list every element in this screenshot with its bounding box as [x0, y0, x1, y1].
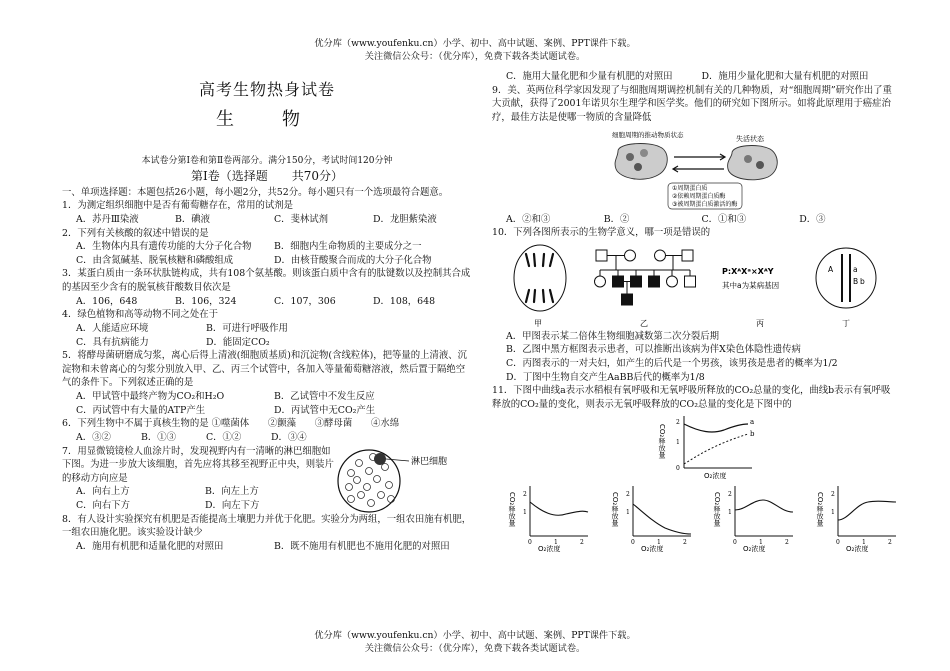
question-11	[492, 384, 897, 551]
answer-charts	[510, 482, 900, 552]
option-b: B．②	[603, 213, 630, 225]
xtick: 1	[656, 538, 661, 546]
option-d: D．丙试管中无CO₂产生	[274, 404, 376, 416]
gene-A: A	[828, 264, 834, 274]
curve-a-label: a	[750, 417, 755, 426]
question-stem: 10．下列各图所表示的生物学意义，哪一项是错误的	[492, 227, 711, 239]
answer-chart-b	[610, 482, 695, 553]
main-ytick-0: 0	[676, 464, 680, 472]
option-b: B．乙图中黑方框图表示患者，可以推断出该病为伴X染色体隐性遗传病	[506, 344, 801, 356]
question-stem: 1．为测定组织细胞中是否有葡萄糖存在，常用的试剂是	[62, 200, 293, 212]
curve-b	[684, 434, 748, 464]
question-9	[492, 84, 897, 227]
option-a: A．施用有机肥和适量化肥的对照田	[76, 540, 224, 552]
question-stem: 2．下列有关核酸的叙述中错误的是	[62, 227, 209, 239]
footer-line-2: 关注微信公众号：（优分库），免费下载各类试题试卷。	[364, 642, 586, 654]
option-a: A．苏丹Ⅲ染液	[76, 213, 139, 225]
option-d: D．向左下方	[205, 500, 260, 512]
xtick: 1	[759, 538, 764, 546]
question-stem: 9．美、英两位科学家因发现了与细胞周期调控机制有关的几种物质，对“细胞周期”研究作出了重大贡献，获得了2001年诺贝尔生理学和医学奖。他们的研究如下图所示。如将此原理用于癌症治疗，最佳方法是使哪一物质的含量降低	[492, 84, 892, 123]
xtick: 0	[528, 538, 532, 546]
option-b: B．①③	[141, 431, 177, 443]
header-line-1: 优分库（www.youfenku.cn）小学、初中、高中试题、案例、PPT课件下载。	[314, 38, 636, 49]
option-b: B．可进行呼吸作用	[206, 322, 288, 334]
question-stem: 8．有人设计实验探究有机肥是否能提高土壤肥力并优于化肥。实验分为两组，一组农田施有机肥，一组农田施化肥。该实验设计缺少	[62, 513, 472, 539]
fig-label-ding: 丁	[842, 318, 850, 328]
left-column	[62, 72, 472, 554]
ytick: 1	[625, 508, 630, 516]
option-d: D．能固定CO₂	[206, 336, 270, 348]
main-ytick-1: 1	[676, 438, 680, 446]
question-6	[62, 417, 472, 444]
xlabel: O₂浓度	[743, 544, 766, 553]
answer-chart-a	[510, 482, 592, 552]
gene-B: B	[853, 276, 859, 286]
ytick: 2	[523, 490, 527, 498]
cell-cycle-figure	[608, 129, 897, 211]
ylabel: CO₂释放量	[815, 491, 824, 526]
question-stem: 3．某蛋白质由一条环状肽链构成，共有108个氨基酸。则该蛋白质中含有的肽键数以及控制其合成的基因至少含有的脱氧核苷酸数目依次是	[62, 268, 471, 294]
footer-line-1: 优分库（www.youfenku.cn）小学、初中、高中试题、案例、PPT课件下载。	[314, 630, 636, 641]
option-b: B．碘液	[175, 213, 211, 225]
options	[62, 295, 472, 309]
question-7	[62, 445, 472, 513]
option-b: B．细胞内生命物质的主要成分之一	[274, 241, 422, 253]
option-a: A．甲图表示某二倍体生物细胞减数第二次分裂后期	[506, 330, 720, 342]
respiration-main-chart	[660, 412, 897, 480]
option-c: C．斐林试剂	[274, 213, 329, 225]
option-d: D．③	[799, 213, 826, 225]
options	[62, 431, 336, 445]
main-ytick-2: 2	[676, 418, 680, 426]
option-c: C．丙图表示的一对夫妇，如产生的后代是一个男孩，该男孩是患者的概率为1/2	[506, 358, 838, 369]
option-a: A．生物体内具有遗传功能的大分子化合物	[76, 241, 252, 253]
option-d: D．丁图中生物自交产生AaBB后代的概率为1/8	[506, 371, 705, 383]
option-c: C．向右下方	[76, 500, 131, 512]
ytick: 2	[830, 490, 835, 498]
ytick: 1	[830, 508, 835, 516]
header-line-2: 关注微信公众号：（优分库），免费下载各类试题试卷。	[364, 50, 586, 62]
xtick: 0	[630, 538, 635, 546]
xtick: 2	[887, 538, 892, 546]
xtick: 2	[580, 538, 584, 546]
options	[62, 213, 472, 227]
option-b: B．乙试管中不发生反应	[274, 391, 375, 403]
section-one-instructions: 一、单项选择题：本题包括26小题，每小题2分，共52分。每小题只有一个选项最符合题意。	[62, 186, 449, 198]
question-stem: 7．用显微镜镜检人血涂片时，发现视野内有一清晰的淋巴细胞如下图。为进一步放大该细胞，首先应将其移至视野正中央，则装片的移动方向应是	[62, 445, 334, 484]
option-a: A．③②	[76, 431, 111, 443]
option-c: C．丙试管中有大量的ATP产生	[76, 404, 206, 416]
main-ylabel: CO₂释放量	[658, 423, 666, 458]
legend-1: ①周期蛋白质	[672, 184, 708, 192]
xtick: 2	[682, 538, 687, 546]
option-b: B．106，324	[175, 295, 237, 307]
xtick: 0	[733, 538, 738, 546]
option-d: D．108，648	[373, 295, 436, 307]
question-4	[62, 308, 472, 349]
options	[62, 390, 472, 417]
options	[62, 540, 472, 554]
genetics-figures	[504, 242, 897, 328]
question-10	[492, 226, 897, 384]
question-stem: 11．下图中曲线a表示水稻根有氧呼吸和无氧呼吸所释放的CO₂总量的变化，曲线b表示有氧呼吸释放的CO₂量的变化，则表示无氧呼吸释放的CO₂总量的变化是下图中的	[492, 385, 891, 410]
curve-a	[684, 424, 748, 432]
xlabel: O₂浓度	[845, 544, 869, 553]
question-stem: 5．将酵母菌研磨成匀浆，离心后得上清液(细胞质基质)和沉淀物(含线粒体)，把等量的上清液、沉淀物和未曾离心的匀浆分别放入甲、乙、丙三个试管中，各加入等量葡萄糖溶液，然后置于隔绝空气的条件下。下列叙述正确的是	[62, 350, 467, 389]
options	[492, 213, 897, 227]
exam-subject: 生物	[216, 109, 348, 131]
gene-a: a	[853, 264, 858, 274]
options	[492, 330, 897, 385]
option-a: A．甲试管中最终产物为CO₂和H₂O	[76, 391, 225, 403]
bing-note: 其中a为某病基因	[722, 280, 780, 290]
lymphocyte-label: 淋巴细胞	[411, 456, 448, 467]
xtick: 1	[861, 538, 866, 546]
option-c: C．①②	[206, 431, 242, 443]
xlabel: O₂浓度	[538, 544, 561, 553]
options	[62, 240, 472, 267]
options	[62, 485, 334, 512]
option-a: A．106，648	[76, 295, 138, 307]
fig-label-yi: 乙	[640, 318, 648, 328]
question-stem: 4．绿色植物和高等动物不同之处在于	[62, 309, 218, 321]
part-one-heading: 第Ⅰ卷（选择题 共70分）	[190, 169, 343, 184]
option-c: C．107，306	[274, 295, 336, 307]
option-d: D．由核苷酸聚合而成的大分子化合物	[274, 254, 432, 266]
question-stem: 6．下列生物中不属于真核生物的是 ①噬菌体 ②颤藻 ③酵母菌 ④水绵	[62, 418, 400, 430]
option-d: D．施用少量化肥和大量有机肥的对照田	[701, 71, 869, 82]
main-xlabel: O₂浓度	[704, 471, 727, 480]
curve-b-label: b	[750, 429, 755, 438]
question-1	[62, 199, 472, 226]
bing-cross: P:XᴬXᵃ×XᴬY	[722, 266, 774, 276]
question-8	[62, 513, 472, 554]
answer-chart-c	[715, 482, 797, 552]
exam-info: 本试卷分第Ⅰ卷和第Ⅱ卷两部分。满分150分，考试时间120分钟	[141, 156, 393, 167]
fig-right-caption: 失活状态	[736, 134, 764, 143]
option-b: B．向左上方	[205, 486, 259, 498]
gene-b: b	[860, 276, 865, 286]
ytick: 1	[523, 508, 527, 516]
xtick: 2	[785, 538, 790, 546]
xtick: 1	[554, 538, 558, 546]
page-footer	[0, 630, 950, 655]
right-column	[492, 70, 897, 552]
ytick: 1	[728, 508, 733, 516]
option-a: A．向右上方	[76, 486, 130, 498]
ylabel: CO₂释放量	[713, 491, 722, 526]
legend-3: ③被周期蛋白质激活的酶	[672, 200, 738, 208]
option-b: B．既不施用有机肥也不施用化肥的对照田	[274, 540, 450, 552]
question-3	[62, 267, 472, 308]
ytick: 2	[728, 490, 733, 498]
option-c: C．具有抗病能力	[76, 336, 149, 348]
options	[62, 322, 336, 349]
xtick: 0	[835, 538, 840, 546]
fig-left-caption: 细胞周期的推动物质状态	[612, 130, 684, 139]
answer-chart-d	[815, 482, 900, 553]
question-8-options-continued	[492, 70, 897, 84]
page-header	[0, 38, 950, 63]
option-a: A．②和③	[506, 213, 551, 225]
fig-label-bing: 丙	[756, 318, 764, 328]
option-c: C．①和③	[701, 213, 747, 225]
ylabel: CO₂释放量	[508, 491, 516, 526]
option-a: A．人能适应环境	[76, 322, 149, 334]
option-d: D．③④	[271, 431, 307, 443]
option-d: D．龙胆紫染液	[373, 213, 437, 225]
option-c: C．施用大量化肥和少量有机肥的对照田	[506, 71, 673, 82]
ytick: 2	[625, 490, 630, 498]
ylabel: CO₂释放量	[610, 491, 619, 526]
option-c: C．由含氮碱基、脱氧核糖和磷酸组成	[76, 254, 234, 266]
xlabel: O₂浓度	[640, 544, 663, 553]
question-5	[62, 349, 472, 417]
fig-label-jia: 甲	[534, 318, 542, 328]
microscope-field-figure	[337, 445, 467, 517]
exam-title: 高考生物热身试卷	[198, 80, 335, 99]
legend-2: ②依赖周期蛋白质酶	[672, 192, 726, 200]
question-2	[62, 227, 472, 268]
